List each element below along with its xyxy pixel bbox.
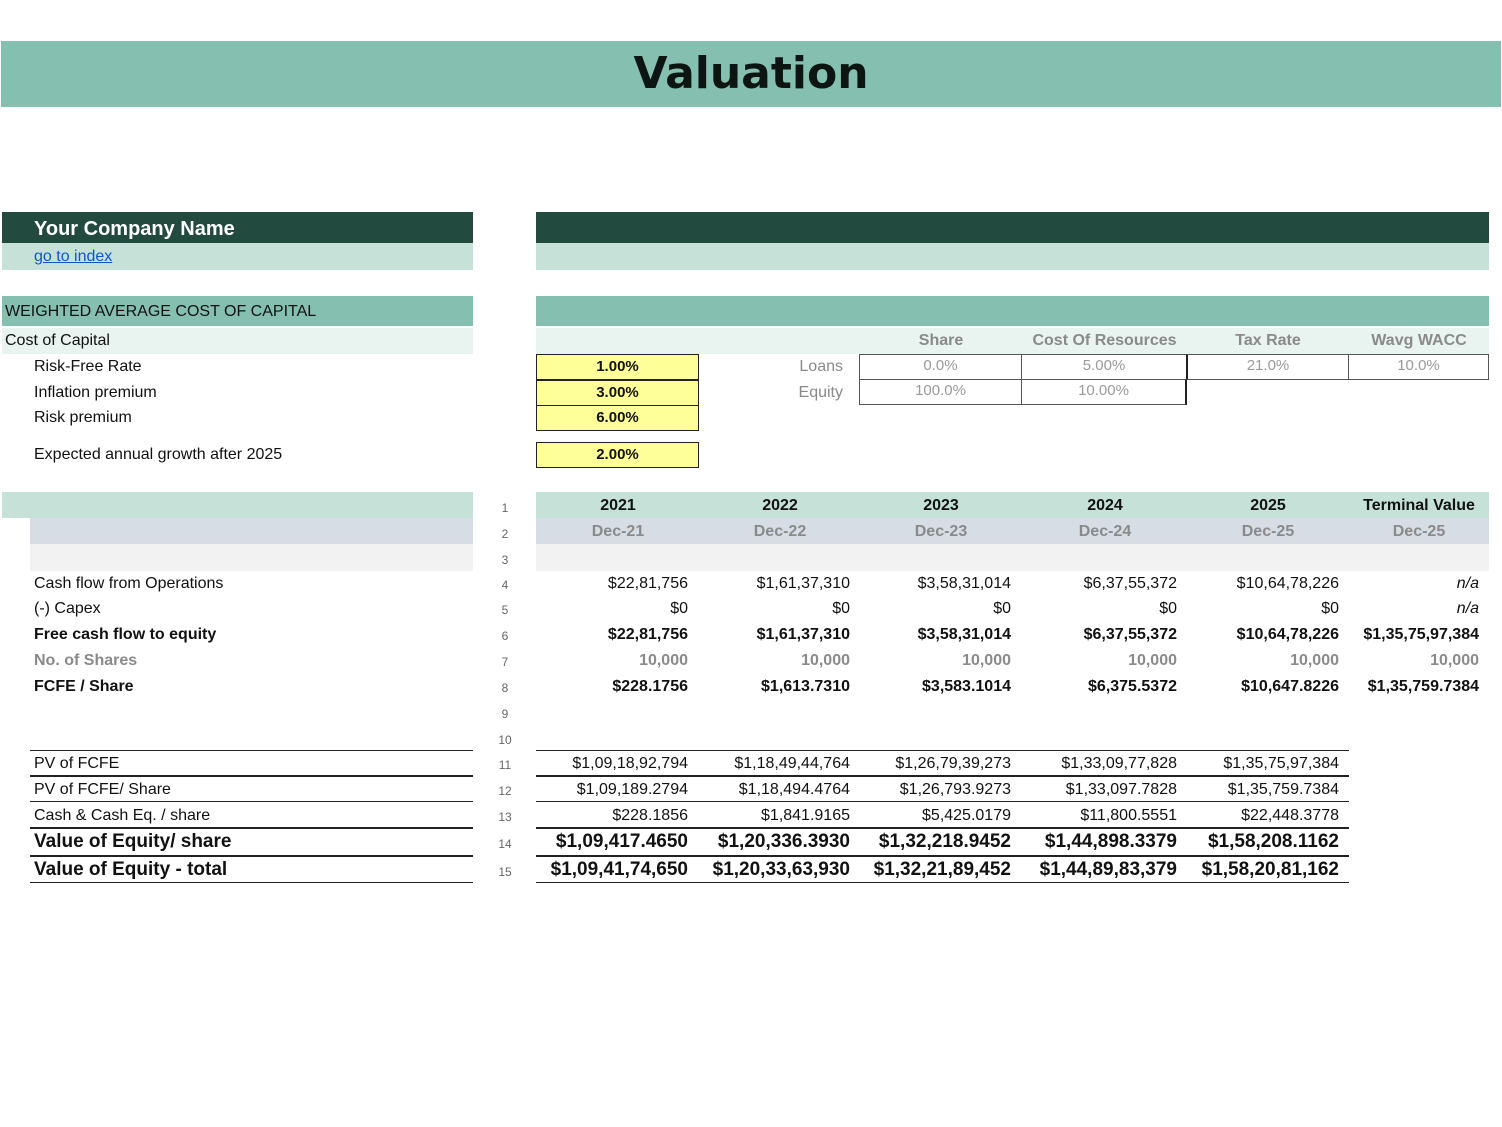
pv-table-cell: $1,20,336.3930 — [717, 831, 850, 852]
rule — [30, 855, 473, 857]
pv-table-cell: $228.1856 — [612, 807, 688, 824]
rule — [536, 801, 1349, 802]
loans-label: Loans — [799, 358, 843, 375]
date-header: Dec-25 — [1241, 523, 1295, 540]
date-header: Dec-23 — [914, 523, 968, 540]
table-cell: $22,81,756 — [607, 626, 688, 643]
pv-table-cell: $1,18,49,44,764 — [734, 755, 850, 772]
row-label: FCFE / Share — [34, 678, 134, 695]
pv-table-cell: $1,58,20,81,162 — [1201, 859, 1339, 880]
year-header: 2022 — [762, 497, 798, 514]
pv-row-label: Value of Equity/ share — [34, 831, 232, 852]
table-cell: $10,647.8226 — [1241, 678, 1339, 695]
table-cell: $0 — [832, 600, 850, 617]
page-title: Valuation — [633, 48, 869, 99]
rule — [30, 882, 473, 883]
input-label-growth: Expected annual growth after 2025 — [34, 446, 283, 463]
table-cell: $228.1756 — [612, 678, 688, 695]
row-number: 5 — [501, 603, 509, 617]
equity-cost: 10.00% — [1021, 379, 1187, 405]
pv-table-cell: $1,35,75,97,384 — [1223, 755, 1339, 772]
row-number: 7 — [501, 655, 509, 669]
table-cell: $0 — [1159, 600, 1177, 617]
equity-label: Equity — [798, 384, 843, 401]
table-cell: $0 — [670, 600, 688, 617]
row-number: 13 — [498, 810, 512, 824]
rule — [536, 775, 1349, 777]
table-cell: $0 — [1321, 600, 1339, 617]
pv-table-cell: $1,09,18,92,794 — [572, 755, 688, 772]
table-cell: $1,61,37,310 — [756, 626, 850, 643]
table-cell: $3,58,31,014 — [917, 575, 1011, 592]
row-label: No. of Shares — [34, 652, 138, 669]
table-cell: $10,64,78,226 — [1236, 626, 1339, 643]
spacer-band — [536, 544, 1489, 571]
table-cell: $1,613.7310 — [761, 678, 850, 695]
table-cell: $6,37,55,372 — [1083, 626, 1177, 643]
pv-table-cell: $1,09,41,74,650 — [550, 859, 688, 880]
row-number: 6 — [501, 629, 509, 643]
table-cell: $10,64,78,226 — [1236, 575, 1339, 592]
year-header: 2021 — [600, 497, 636, 514]
pv-table-cell: $1,841.9165 — [761, 807, 850, 824]
rule — [30, 775, 473, 777]
table-cell: $1,61,37,310 — [756, 575, 850, 592]
pv-table-cell: $22,448.3778 — [1241, 807, 1339, 824]
pv-table-cell: $1,20,33,63,930 — [712, 859, 850, 880]
loans-share: 0.0% — [859, 354, 1022, 380]
pv-table-cell: $1,44,898.3379 — [1044, 831, 1177, 852]
pv-row-label: Value of Equity - total — [34, 859, 228, 880]
table-cell: $22,81,756 — [607, 575, 688, 592]
loans-wavg-wacc: 10.0% — [1348, 354, 1489, 380]
row-label: Free cash flow to equity — [34, 626, 217, 643]
date-header: Dec-22 — [753, 523, 807, 540]
table-cell: $3,58,31,014 — [917, 626, 1011, 643]
input-label-risk-free: Risk-Free Rate — [34, 358, 142, 375]
row-number: 14 — [498, 837, 512, 851]
input-label-inflation: Inflation premium — [34, 384, 157, 401]
date-header: Dec-21 — [591, 523, 645, 540]
pv-table-cell: $1,18,494.4764 — [738, 781, 850, 798]
row-label: (-) Capex — [34, 600, 101, 617]
wacc-header-share: Share — [918, 332, 964, 349]
pv-table-cell: $1,33,09,77,828 — [1061, 755, 1177, 772]
pv-row-label: Cash & Cash Eq. / share — [34, 807, 211, 824]
table-cell: 10,000 — [962, 652, 1011, 669]
table-cell: 10,000 — [1290, 652, 1339, 669]
rule — [536, 827, 1349, 829]
row-number: 4 — [501, 578, 509, 592]
pv-table-cell: $1,58,208.1162 — [1207, 831, 1339, 852]
table-cell: $3,583.1014 — [922, 678, 1011, 695]
input-risk-premium[interactable]: 6.00% — [536, 405, 699, 431]
rule — [30, 827, 473, 829]
table-cell: 10,000 — [1430, 652, 1479, 669]
rule — [30, 750, 473, 751]
input-inflation-premium[interactable]: 3.00% — [536, 380, 699, 406]
input-label-risk-premium: Risk premium — [34, 409, 132, 426]
company-name: Your Company Name — [34, 218, 235, 240]
pv-row-label: PV of FCFE — [34, 755, 120, 772]
pv-table-cell: $1,44,89,83,379 — [1039, 859, 1177, 880]
table-cell: 10,000 — [639, 652, 688, 669]
rule — [536, 882, 1349, 883]
wacc-title-band-right — [536, 296, 1489, 326]
table-cell: n/a — [1456, 600, 1479, 617]
link-band-right — [536, 243, 1489, 270]
pv-row-label: PV of FCFE/ Share — [34, 781, 171, 798]
row-number: 11 — [498, 758, 512, 772]
date-band-left — [30, 518, 473, 544]
pv-table-cell: $1,35,759.7384 — [1227, 781, 1339, 798]
date-header: Dec-25 — [1392, 523, 1446, 540]
row-number: 12 — [498, 784, 512, 798]
row-number: 2 — [501, 527, 509, 541]
table-cell: $6,37,55,372 — [1083, 575, 1177, 592]
spacer-band-left — [30, 544, 473, 571]
table-header-band-left — [2, 492, 473, 518]
table-cell: $0 — [993, 600, 1011, 617]
pv-table-cell: $5,425.0179 — [922, 807, 1011, 824]
rule — [536, 750, 1349, 751]
pv-table-cell: $1,26,79,39,273 — [895, 755, 1011, 772]
year-header: 2023 — [923, 497, 959, 514]
pv-table-cell: $11,800.5551 — [1080, 807, 1177, 824]
wacc-header-tax: Tax Rate — [1235, 332, 1301, 349]
row-number: 3 — [501, 553, 509, 567]
cost-of-capital-label: Cost of Capital — [5, 332, 110, 349]
pv-table-cell: $1,26,793.9273 — [899, 781, 1011, 798]
pv-table-cell: $1,09,189.2794 — [576, 781, 688, 798]
loans-tax-rate: 21.0% — [1186, 354, 1349, 380]
go-to-index-link[interactable]: go to index — [34, 248, 113, 265]
wacc-header-wavg: Wavg WACC — [1371, 332, 1467, 349]
equity-share: 100.0% — [859, 379, 1022, 405]
year-header: 2025 — [1250, 497, 1286, 514]
row-label: Cash flow from Operations — [34, 575, 224, 592]
row-number: 1 — [501, 501, 509, 515]
table-cell: n/a — [1456, 575, 1479, 592]
row-number: 15 — [498, 865, 512, 879]
header-band-right — [536, 212, 1489, 243]
table-cell: 10,000 — [1128, 652, 1177, 669]
wacc-header-cost: Cost Of Resources — [1032, 332, 1177, 349]
table-cell: $6,375.5372 — [1088, 678, 1177, 695]
row-number: 8 — [501, 681, 509, 695]
year-header: Terminal Value — [1363, 497, 1475, 514]
pv-table-cell: $1,33,097.7828 — [1065, 781, 1177, 798]
table-cell: $1,35,75,97,384 — [1363, 626, 1479, 643]
date-header: Dec-24 — [1078, 523, 1132, 540]
wacc-section-title: WEIGHTED AVERAGE COST OF CAPITAL — [5, 303, 317, 320]
row-number: 9 — [501, 707, 509, 721]
row-number: 10 — [498, 733, 512, 747]
loans-cost: 5.00% — [1021, 354, 1187, 380]
table-cell: $1,35,759.7384 — [1367, 678, 1479, 695]
table-cell: 10,000 — [801, 652, 850, 669]
input-expected-growth[interactable]: 2.00% — [536, 442, 699, 468]
pv-table-cell: $1,09,417.4650 — [555, 831, 688, 852]
rule — [30, 801, 473, 802]
input-risk-free-rate[interactable]: 1.00% — [536, 354, 699, 380]
pv-table-cell: $1,32,21,89,452 — [873, 859, 1011, 880]
pv-table-cell: $1,32,218.9452 — [878, 831, 1011, 852]
year-header: 2024 — [1087, 497, 1123, 514]
rule — [536, 855, 1349, 857]
